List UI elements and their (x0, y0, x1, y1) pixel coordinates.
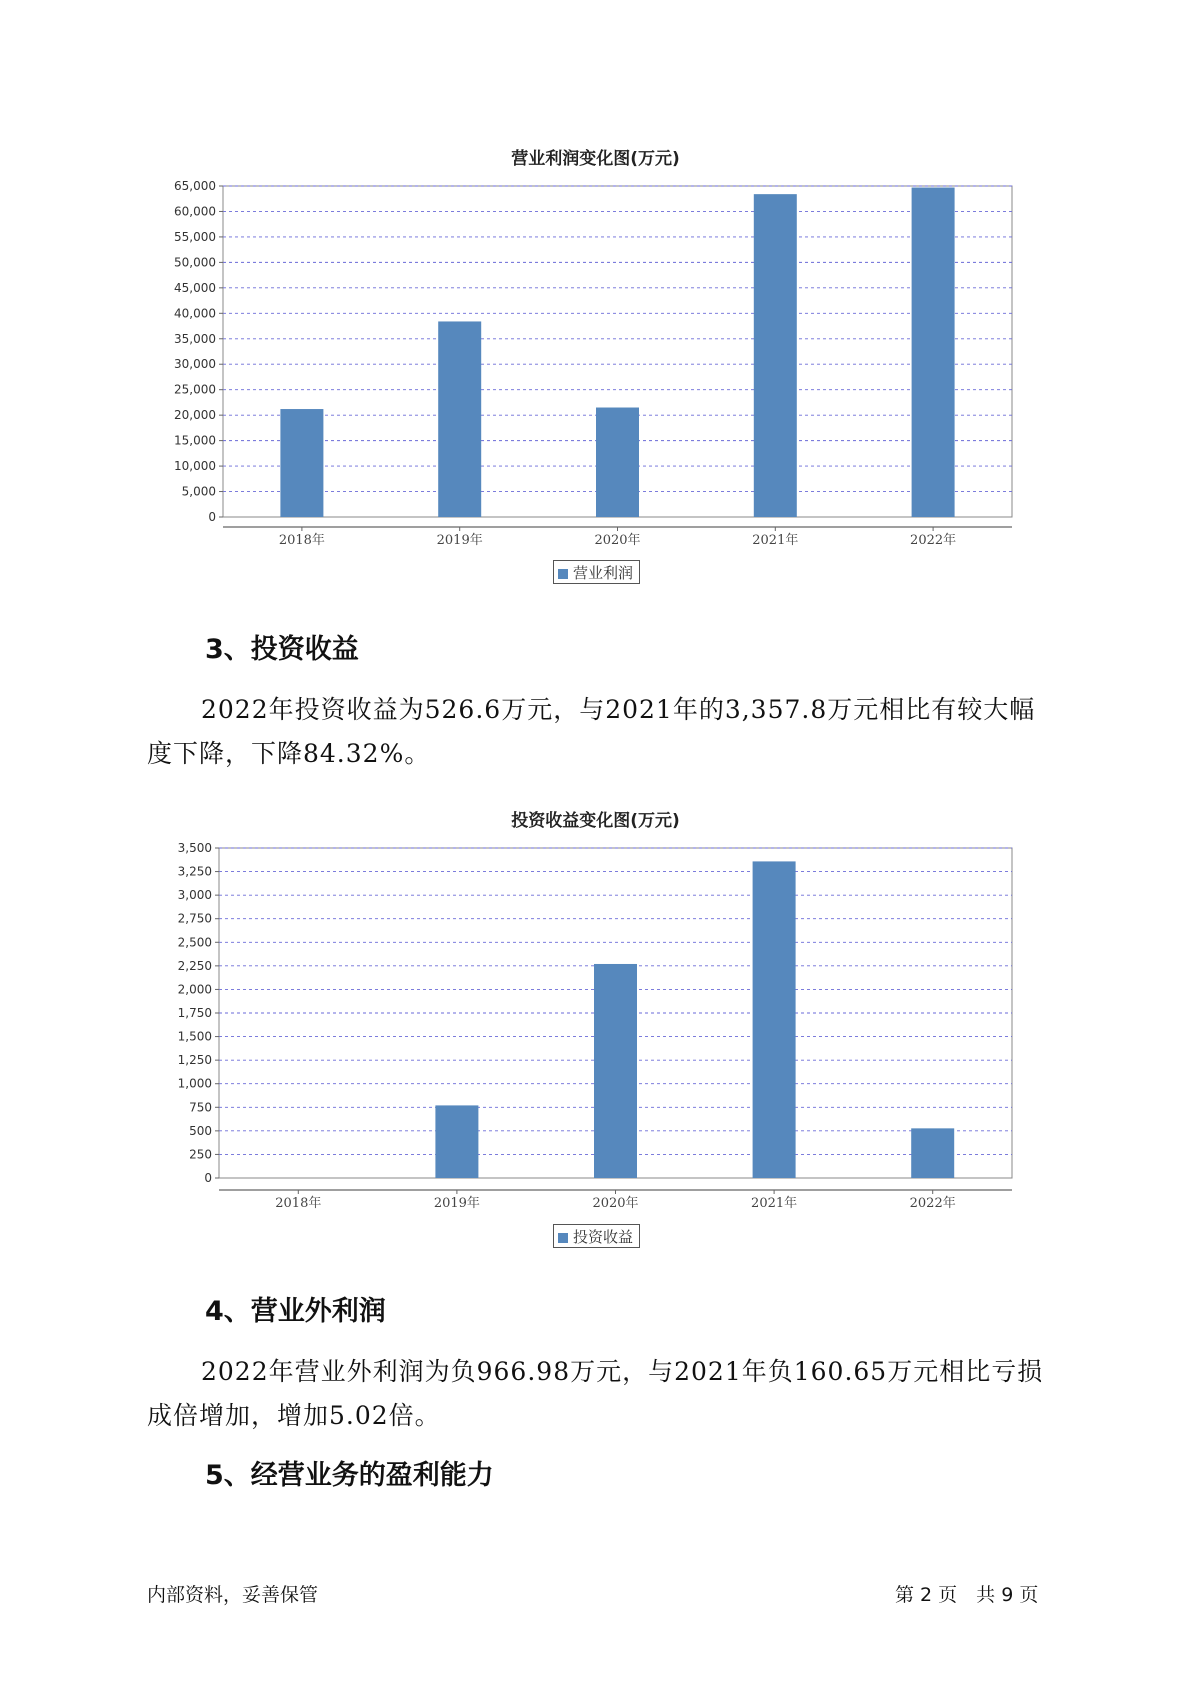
section-paragraph-4: 2022年营业外利润为负966.98万元，与2021年负160.65万元相比亏损成倍增加，增加5.02倍。 (147, 1357, 1044, 1430)
y-tick-label: 3,000 (177, 888, 212, 903)
y-tick-label: 30,000 (174, 357, 216, 372)
section-heading-5: 5、经营业务的盈利能力 (205, 1460, 494, 1491)
y-tick-label: 25,000 (174, 382, 216, 397)
section-heading-4: 4、营业外利润 (205, 1296, 386, 1327)
chart-legend (553, 1224, 640, 1248)
x-tick-label: 2022年 (910, 533, 957, 548)
x-tick-label: 2018年 (278, 533, 325, 548)
chart-title: 营业利润变化图(万元) (511, 149, 680, 169)
x-tick-label: 2020年 (592, 1196, 639, 1211)
y-tick-label: 3,250 (177, 864, 212, 879)
legend-label: 投资收益 (573, 1228, 634, 1246)
y-tick-label: 2,750 (177, 911, 212, 926)
y-tick-label: 45,000 (174, 280, 216, 295)
section-heading-3: 3、投资收益 (205, 634, 359, 665)
y-tick-label: 50,000 (174, 255, 216, 270)
footer-left: 内部资料，妥善保管 (147, 1584, 319, 1606)
y-tick-label: 35,000 (174, 331, 216, 346)
legend-swatch (558, 1233, 568, 1243)
bar (594, 964, 637, 1178)
bar (911, 1128, 954, 1178)
y-tick-label: 0 (208, 510, 216, 524)
y-tick-label: 60,000 (174, 204, 216, 219)
y-tick-label: 750 (189, 1100, 212, 1115)
y-tick-label: 250 (189, 1147, 212, 1162)
y-tick-label: 15,000 (174, 433, 216, 448)
y-tick-label: 1,500 (177, 1029, 212, 1044)
y-tick-label: 1,750 (177, 1006, 212, 1020)
bar (435, 1105, 478, 1178)
y-tick-label: 2,000 (177, 982, 212, 997)
y-tick-label: 3,500 (177, 841, 212, 855)
x-tick-label: 2019年 (436, 533, 483, 548)
chart-title: 投资收益变化图(万元) (511, 811, 680, 831)
footer-page-number: 第 2 页 共 9 页 (895, 1584, 1039, 1606)
y-tick-label: 5,000 (181, 484, 216, 499)
y-tick-label: 55,000 (174, 229, 216, 244)
x-tick-label: 2021年 (752, 533, 799, 548)
x-tick-label: 2018年 (275, 1196, 322, 1211)
x-tick-label: 2021年 (751, 1196, 798, 1211)
y-tick-label: 20,000 (174, 408, 216, 423)
y-tick-label: 2,500 (177, 935, 212, 950)
y-tick-label: 2,250 (177, 958, 212, 973)
y-tick-label: 65,000 (174, 179, 216, 193)
y-tick-label: 0 (204, 1171, 212, 1185)
legend-label: 营业利润 (573, 564, 634, 582)
x-tick-label: 2022年 (909, 1196, 956, 1211)
y-tick-label: 10,000 (174, 459, 216, 474)
section-paragraph-3: 2022年投资收益为526.6万元，与2021年的3,357.8万元相比有较大幅度下降，下降84.32%。 (147, 695, 1036, 768)
bar (753, 861, 796, 1178)
y-tick-label: 500 (189, 1123, 212, 1138)
y-tick-label: 40,000 (174, 306, 216, 321)
y-tick-label: 1,000 (177, 1076, 212, 1091)
x-tick-label: 2019年 (433, 1196, 480, 1211)
x-tick-label: 2020年 (594, 533, 641, 548)
y-tick-label: 1,250 (177, 1053, 212, 1068)
